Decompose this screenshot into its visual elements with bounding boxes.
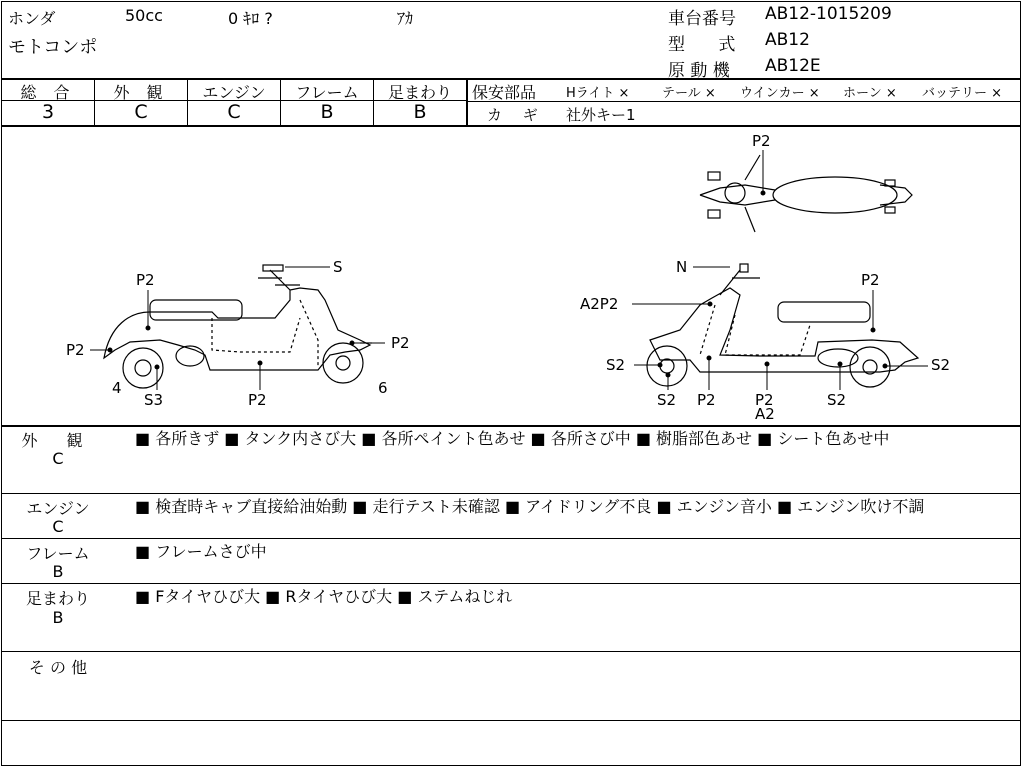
- damage-label: P2: [136, 271, 155, 289]
- model-name: モトコンポ: [8, 37, 98, 58]
- suspension-grade: B: [413, 101, 427, 123]
- section-grade-engine: C: [52, 517, 64, 536]
- maker: ホンダ: [8, 9, 56, 28]
- safety-item-horn: ホーン ×: [843, 86, 897, 101]
- section-text-exterior: ■ 各所きず ■ タンク内さび大 ■ 各所ペイント色あせ ■ 各所さび中 ■ 樹脂部色あせ ■ シート色あせ中: [135, 429, 890, 448]
- left-markers: [90, 267, 385, 390]
- damage-label: P2: [755, 391, 774, 409]
- section-label-exterior: 外 観: [21, 431, 95, 450]
- divider: [1, 493, 1021, 494]
- frame-no: AB12-1015209: [765, 4, 892, 24]
- safety-item-winker: ウインカー ×: [740, 86, 820, 101]
- safety-label: 保安部品: [472, 83, 537, 102]
- engine-grade: C: [227, 101, 241, 123]
- safety-item-battery: バッテリー ×: [922, 86, 1003, 101]
- type-label: 型 式: [668, 35, 750, 55]
- section-label-suspension: 足まわり: [25, 589, 90, 608]
- safety-item-tail: テール ×: [662, 86, 716, 101]
- overall-grade: 3: [41, 101, 55, 123]
- damage-label: S2: [931, 356, 951, 374]
- displacement: 50cc: [125, 6, 163, 25]
- divider: [1, 538, 1021, 539]
- section-label-frame: フレーム: [26, 544, 90, 563]
- damage-label: S2: [606, 356, 626, 374]
- section-grade-suspension: B: [52, 608, 64, 627]
- divider: [1, 425, 1021, 427]
- divider: [466, 79, 468, 125]
- frame-no-label: 車台番号: [668, 9, 736, 29]
- divider: [467, 101, 1021, 102]
- key-value: 社外キー1: [566, 106, 636, 124]
- damage-label: N: [676, 258, 688, 276]
- divider: [1, 583, 1021, 584]
- divider: [1, 720, 1021, 721]
- frame-grade-label: フレーム: [295, 83, 359, 102]
- damage-label: 6: [378, 379, 388, 397]
- section-label-engine: エンジン: [26, 499, 90, 518]
- overall-label: 総 合: [20, 83, 76, 102]
- damage-label: P2: [752, 132, 771, 150]
- damage-label: S2: [657, 391, 677, 409]
- section-text-suspension: ■ Fタイヤひび大 ■ Rタイヤひび大 ■ ステムねじれ: [135, 587, 513, 606]
- damage-label: S: [333, 258, 343, 276]
- safety-item-headlight: Hライト ×: [566, 86, 630, 101]
- type-value: AB12: [765, 30, 810, 50]
- frame-grade: B: [320, 101, 334, 123]
- damage-label: A2P2: [580, 295, 619, 313]
- divider: [1, 651, 1021, 652]
- section-text-engine: ■ 検査時キャブ直接給油始動 ■ 走行テスト未確認 ■ アイドリング不良 ■ エンジン音小 ■ エンジン吹け不調: [135, 497, 925, 516]
- engine-grade-label: エンジン: [202, 83, 266, 102]
- damage-label: P2: [248, 391, 267, 409]
- section-label-other: そ の 他: [28, 658, 88, 677]
- engine-label: 原 動 機: [668, 61, 730, 81]
- suspension-grade-label: 足まわり: [387, 83, 452, 102]
- damage-label: S3: [144, 391, 164, 409]
- mileage: 0 ｷﾛ ?: [228, 9, 273, 28]
- key-label: カ ギ: [487, 106, 546, 124]
- exterior-label: 外 観: [113, 83, 169, 102]
- section-grade-frame: B: [52, 562, 64, 581]
- engine-value: AB12E: [765, 56, 821, 76]
- damage-label: S2: [827, 391, 847, 409]
- damage-label: P2: [66, 341, 85, 359]
- color: ｱｶ: [397, 9, 414, 28]
- damage-label: P2: [391, 334, 410, 352]
- damage-label: P2: [697, 391, 716, 409]
- section-text-frame: ■ フレームさび中: [135, 542, 267, 561]
- section-grade-exterior: C: [52, 449, 64, 468]
- scooter-top-view: [700, 155, 912, 232]
- damage-label: 4: [112, 379, 122, 397]
- damage-label: P2: [861, 271, 880, 289]
- damage-label: A2: [755, 405, 775, 423]
- exterior-grade: C: [134, 101, 148, 123]
